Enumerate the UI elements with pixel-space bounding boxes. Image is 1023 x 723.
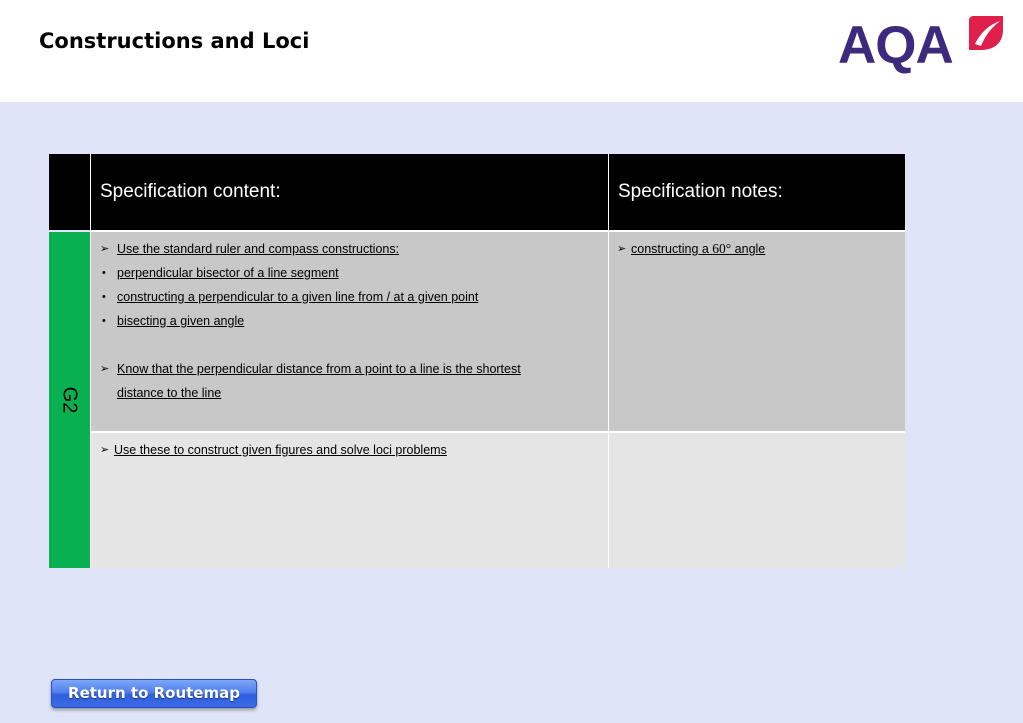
return-to-routemap-button[interactable]: Return to Routemap <box>51 679 257 708</box>
aqa-logo-mark-icon <box>967 14 1005 52</box>
bullet-icon: • <box>102 291 106 303</box>
header-content-cell <box>90 154 608 230</box>
content-bullet-item: perpendicular bisector of a line segment <box>117 266 339 280</box>
content-line: distance to the line <box>117 386 222 400</box>
arrow-bullet-icon: ➢ <box>100 243 110 255</box>
content-bullet-item: bisecting a given angle <box>117 314 245 328</box>
header-blank-cell <box>49 154 90 230</box>
arrow-bullet-icon: ➢ <box>100 444 110 456</box>
row2-content-cell <box>90 433 608 568</box>
content-bullet-item: constructing a perpendicular to a given line from / at a given point <box>117 290 479 304</box>
content-line: Use these to construct given figures and solve loci problems <box>114 443 447 457</box>
bullet-icon: • <box>102 315 106 327</box>
header-content-label: Specification content: <box>100 181 281 202</box>
notes-text-prefix: constructing a <box>631 242 713 256</box>
content-line: Use the standard ruler and compass constructions: <box>117 242 400 256</box>
bullet-icon: • <box>102 267 106 279</box>
aqa-logo <box>838 12 1008 78</box>
row1-notes-cell <box>608 232 905 431</box>
aqa-logo-text: AQA <box>838 16 953 75</box>
spec-code-cell <box>49 232 90 568</box>
arrow-bullet-icon: ➢ <box>617 243 627 255</box>
row1-content-cell <box>90 232 608 431</box>
notes-angle-value: 60° <box>712 241 732 256</box>
specification-table <box>49 154 905 568</box>
notes-line <box>631 241 765 257</box>
spec-code-label: G2 <box>58 386 81 414</box>
notes-text-suffix: angle <box>731 242 766 256</box>
header-notes-label: Specification notes: <box>618 181 783 202</box>
page-header <box>0 0 1023 102</box>
header-notes-cell <box>608 154 905 230</box>
content-line: Know that the perpendicular distance from a point to a line is the shortest <box>117 362 521 376</box>
page-title: Constructions and Loci <box>39 29 310 53</box>
row2-notes-cell <box>608 433 905 568</box>
arrow-bullet-icon: ➢ <box>100 363 110 375</box>
